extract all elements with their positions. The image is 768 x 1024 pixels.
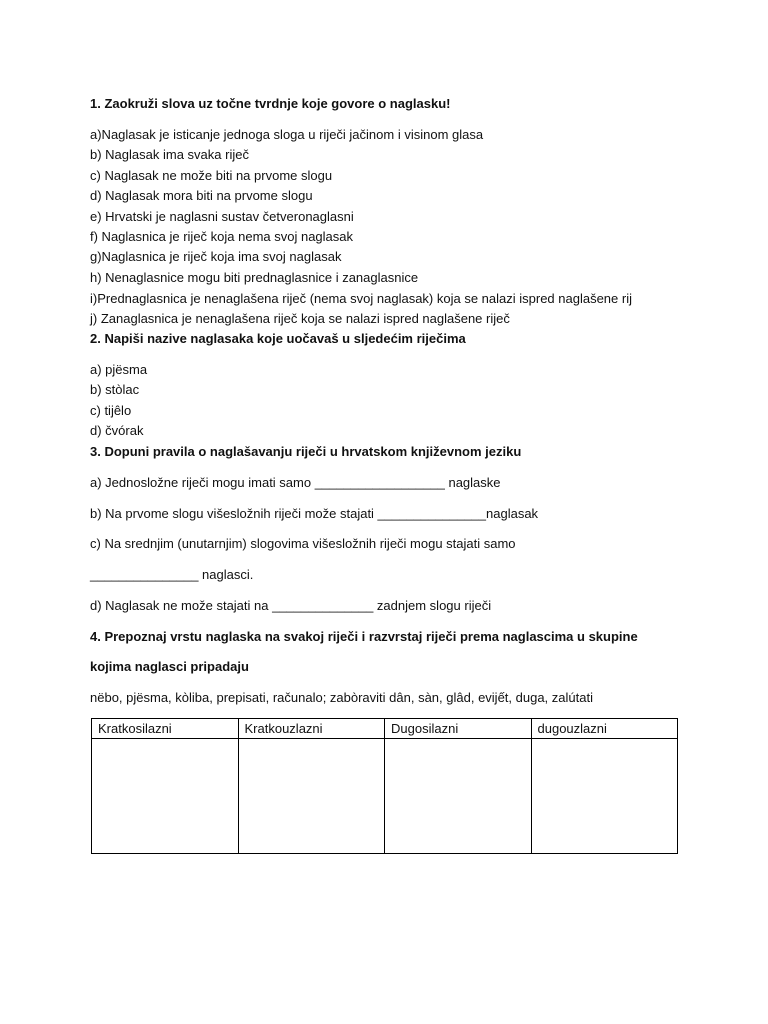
q1-item-a: a)Naglasak je isticanje jednoga sloga u riječi jačinom i visinom glasa — [90, 127, 484, 142]
q4-word-list: nëbo, pjësma, kòliba, prepisati, računalo; zabòraviti dân, sàn, glâd, evijết, duga, zalútati — [90, 690, 593, 705]
q3-item-d: d) Naglasak ne može stajati na ______________ zadnjem slogu riječi — [90, 598, 492, 613]
table-row — [92, 739, 678, 854]
q2-item-c: c) tijêlo — [90, 403, 132, 418]
answer-cell-kratkosilazni[interactable] — [92, 739, 239, 854]
q4-title-line1: 4. Prepoznaj vrstu naglaska na svakoj riječi i razvrstaj riječi prema naglascima u skupine — [90, 629, 638, 644]
q2-title: 2. Napiši nazive naglasaka koje uočavaš u sljedećim riječima — [90, 331, 466, 346]
q1-item-f: f) Naglasnica je riječ koja nema svoj naglasak — [90, 229, 354, 244]
q1-item-c: c) Naglasak ne može biti na prvome slogu — [90, 168, 333, 183]
q1-item-h: h) Nenaglasnice mogu biti prednaglasnice i zanaglasnice — [90, 270, 419, 285]
q2-item-b: b) stòlac — [90, 382, 140, 397]
q1-item-i: i)Prednaglasnica je nenaglašena riječ (nema svoj naglasak) koja se nalazi ispred naglašene rij — [90, 291, 632, 306]
q1-item-d: d) Naglasak mora biti na prvome slogu — [90, 188, 313, 203]
header-kratkosilazni: Kratkosilazni — [92, 719, 239, 739]
header-dugosilazni: Dugosilazni — [385, 719, 532, 739]
answer-cell-dugouzlazni[interactable] — [531, 739, 678, 854]
q4-title-line2: kojima naglasci pripadaju — [90, 659, 249, 674]
q3-item-c: c) Na srednjim (unutarnjim) slogovima višesložnih riječi mogu stajati samo — [90, 536, 516, 551]
answer-cell-dugosilazni[interactable] — [385, 739, 532, 854]
q1-title: 1. Zaokruži slova uz točne tvrdnje koje govore o naglasku! — [90, 96, 451, 111]
header-kratkouzlazni: Kratkouzlazni — [238, 719, 385, 739]
header-dugouzlazni: dugouzlazni — [531, 719, 678, 739]
q3-item-a: a) Jednosložne riječi mogu imati samo __________________ naglaske — [90, 475, 501, 490]
q1-item-g: g)Naglasnica je riječ koja ima svoj naglasak — [90, 249, 342, 264]
q2-item-a: a) pjësma — [90, 362, 148, 377]
accent-classification-table — [91, 718, 678, 854]
q1-item-e: e) Hrvatski je naglasni sustav četveronaglasni — [90, 209, 354, 224]
table-header-row — [92, 719, 678, 739]
q1-item-j: j) Zanaglasnica je nenaglašena riječ koja se nalazi ispred naglašene riječ — [90, 311, 510, 326]
q3-title: 3. Dopuni pravila o naglašavanju riječi u hrvatskom književnom jeziku — [90, 444, 522, 459]
q3-item-b: b) Na prvome slogu višesložnih riječi može stajati _______________naglasak — [90, 506, 539, 521]
q3-item-c-continued: _______________ naglasci. — [90, 567, 254, 582]
answer-cell-kratkouzlazni[interactable] — [238, 739, 385, 854]
q2-item-d: d) čvórak — [90, 423, 144, 438]
q1-item-b: b) Naglasak ima svaka riječ — [90, 147, 249, 162]
